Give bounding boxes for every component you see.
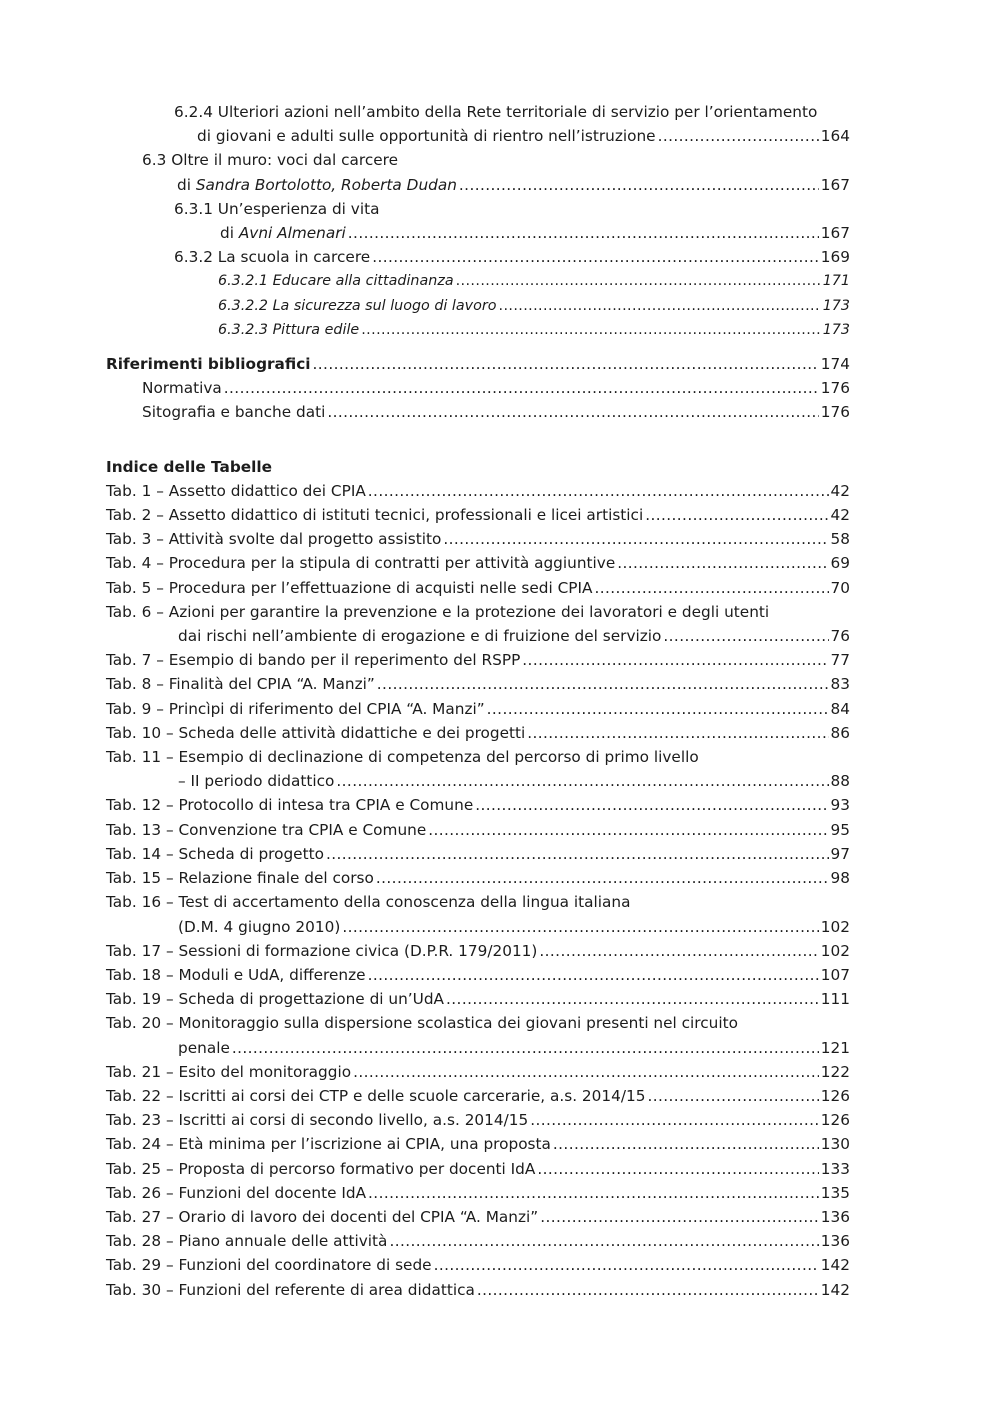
toc-entry-6-3-1-title: [106, 197, 850, 221]
table-index-entry-line: [106, 1084, 850, 1108]
dot-leader: [487, 697, 829, 721]
spacer: [106, 425, 850, 455]
page-number: 83: [830, 675, 850, 694]
table-index-title: Tab. 1 – Assetto didattico dei CPIA: [106, 481, 366, 500]
page-number: 95: [830, 820, 850, 839]
table-index-entry-line: [106, 721, 850, 745]
toc-entry-6-3-2-3: [106, 318, 850, 342]
table-index-title: Tab. 13 – Convenzione tra CPIA e Comune: [106, 820, 427, 839]
dot-leader: [456, 269, 821, 293]
table-index-entry-line: [106, 479, 850, 503]
table-index-title: Tab. 12 – Protocollo di intesa tra CPIA e Comune: [106, 796, 474, 815]
table-index-entry-line: [106, 890, 850, 914]
page-number: 136: [820, 1232, 850, 1251]
page-number: 126: [820, 1111, 850, 1130]
toc-entry-title: 6.3.2.1 Educare alla cittadinanza: [218, 273, 454, 290]
toc-entry-6-3-authors: [106, 173, 850, 197]
table-index-entry-line: [106, 915, 850, 939]
toc-entry-6-2-4-line2: [106, 124, 850, 148]
dot-leader: [477, 1278, 819, 1302]
dot-leader: [553, 1132, 819, 1156]
tables-index-heading: Indice delle Tabelle: [106, 457, 273, 476]
table-index-entry-line: [106, 576, 850, 600]
dot-leader: [459, 173, 819, 197]
table-index-entry-line: [106, 1181, 850, 1205]
table-index-entry-line: [106, 745, 850, 769]
page-number: 173: [822, 297, 850, 314]
dot-leader: [645, 503, 828, 527]
toc-entry-author: di Avni Almenari: [220, 224, 346, 243]
dot-leader: [342, 915, 818, 939]
dot-leader: [540, 1205, 819, 1229]
page-number: 122: [820, 1062, 850, 1081]
dot-leader: [368, 963, 819, 987]
page-number: 133: [820, 1159, 850, 1178]
table-index-entry-line: [106, 939, 850, 963]
table-index-title: (D.M. 4 giugno 2010): [178, 917, 341, 936]
page-number: 169: [820, 248, 850, 267]
table-index-title: Tab. 5 – Procedura per l’effettuazione di acquisti nelle sedi CPIA: [106, 578, 593, 597]
page-number: 58: [830, 530, 850, 549]
table-index-title: penale: [178, 1038, 230, 1057]
table-index-entry-line: [106, 1253, 850, 1277]
table-index-entry-line: [106, 1060, 850, 1084]
page-number: 171: [822, 273, 850, 290]
table-index-title: Tab. 19 – Scheda di progettazione di un’UdA: [106, 990, 445, 1009]
dot-leader: [522, 648, 828, 672]
toc-entry-title: Normativa: [142, 379, 222, 398]
table-index-entry-line: [106, 842, 850, 866]
table-index-entry-line: [106, 600, 850, 624]
page-number: 42: [830, 481, 850, 500]
toc-entry-title: 6.3.2 La scuola in carcere: [174, 248, 371, 267]
dot-leader: [361, 318, 820, 342]
dot-leader: [446, 987, 819, 1011]
dot-leader: [475, 793, 828, 817]
table-index-title: Tab. 20 – Monitoraggio sulla dispersione scolastica dei giovani presenti nel circuito: [106, 1014, 738, 1033]
table-index-title: Tab. 7 – Esempio di bando per il reperimento del RSPP: [106, 651, 521, 670]
table-index-title: Tab. 11 – Esempio di declinazione di competenza del percorso di primo livello: [106, 748, 699, 767]
table-index-title: Tab. 26 – Funzioni del docente IdA: [106, 1183, 367, 1202]
page-number: 111: [820, 990, 850, 1009]
page-number: 69: [830, 554, 850, 573]
table-index-entry-line: [106, 624, 850, 648]
table-index-title: Tab. 3 – Attività svolte dal progetto assistito: [106, 530, 442, 549]
table-index-title: Tab. 8 – Finalità del CPIA “A. Manzi”: [106, 675, 375, 694]
tables-index-list: [106, 479, 850, 1302]
table-index-title: Tab. 24 – Età minima per l’iscrizione ai CPIA, una proposta: [106, 1135, 551, 1154]
table-index-title: Tab. 22 – Iscritti ai corsi dei CTP e delle scuole carcerarie, a.s. 2014/15: [106, 1086, 646, 1105]
dot-leader: [539, 939, 818, 963]
spacer: [106, 342, 850, 352]
table-index-entry-line: [106, 648, 850, 672]
dot-leader: [443, 527, 828, 551]
table-index-title: Tab. 9 – Princìpi di riferimento del CPIA “A. Manzi”: [106, 699, 485, 718]
page-number: 167: [820, 224, 850, 243]
toc-entry-6-2-4-line1: [106, 100, 850, 124]
page-number: 173: [822, 321, 850, 338]
table-index-title: Tab. 23 – Iscritti ai corsi di secondo livello, a.s. 2014/15: [106, 1111, 529, 1130]
dot-leader: [647, 1084, 818, 1108]
dot-leader: [527, 721, 828, 745]
dot-leader: [377, 672, 829, 696]
table-index-title: Tab. 6 – Azioni per garantire la prevenzione e la protezione dei lavoratori e degli utenti: [106, 602, 770, 621]
table-index-entry-line: [106, 1011, 850, 1035]
toc-entry-title: 6.3.2.3 Pittura edile: [218, 321, 360, 338]
table-index-title: Tab. 15 – Relazione finale del corso: [106, 869, 374, 888]
dot-leader: [353, 1060, 819, 1084]
page-number: 142: [820, 1256, 850, 1275]
page-number: 174: [820, 355, 850, 374]
toc-entry-title: 6.3 Oltre il muro: voci dal carcere: [142, 151, 399, 170]
page-number: 126: [820, 1086, 850, 1105]
dot-leader: [663, 624, 828, 648]
table-index-entry-line: [106, 503, 850, 527]
page-number: 121: [820, 1038, 850, 1057]
page-number: 93: [830, 796, 850, 815]
page-number: 142: [820, 1280, 850, 1299]
page-number: 176: [820, 379, 850, 398]
page-number: 107: [820, 965, 850, 984]
toc-entry-6-3-2-1: [106, 269, 850, 293]
page-number: 84: [830, 699, 850, 718]
dot-leader: [327, 400, 818, 424]
dot-leader: [368, 1181, 819, 1205]
table-index-entry-line: [106, 1278, 850, 1302]
toc-entry-title: 6.3.1 Un’esperienza di vita: [174, 199, 380, 218]
page-number: 130: [820, 1135, 850, 1154]
dot-leader: [326, 842, 829, 866]
table-index-title: Tab. 17 – Sessioni di formazione civica (D.P.R. 179/2011): [106, 941, 538, 960]
dot-leader: [348, 221, 819, 245]
dot-leader: [376, 866, 829, 890]
table-index-entry-line: [106, 551, 850, 575]
dot-leader: [313, 352, 819, 376]
table-index-entry-line: [106, 1108, 850, 1132]
page-number: 98: [830, 869, 850, 888]
table-index-entry-line: [106, 818, 850, 842]
page-number: 102: [820, 941, 850, 960]
page-number: 176: [820, 403, 850, 422]
page-number: 102: [820, 917, 850, 936]
page-number: 97: [830, 844, 850, 863]
table-index-title: dai rischi nell’ambiente di erogazione e di fruizione del servizio: [178, 627, 662, 646]
page-number: 77: [830, 651, 850, 670]
table-index-entry-line: [106, 987, 850, 1011]
dot-leader: [434, 1253, 819, 1277]
table-index-title: Tab. 27 – Orario di lavoro dei docenti del CPIA “A. Manzi”: [106, 1207, 539, 1226]
table-index-title: Tab. 16 – Test di accertamento della conoscenza della lingua italiana: [106, 893, 631, 912]
toc-entry-title: 6.3.2.2 La sicurezza sul luogo di lavoro: [218, 297, 497, 314]
toc-entry-normativa: [106, 376, 850, 400]
dot-leader: [658, 124, 819, 148]
page-number: 86: [830, 723, 850, 742]
table-index-title: Tab. 30 – Funzioni del referente di area didattica: [106, 1280, 475, 1299]
table-index-title: – II periodo didattico: [178, 772, 335, 791]
dot-leader: [594, 576, 828, 600]
table-index-title: Tab. 10 – Scheda delle attività didattiche e dei progetti: [106, 723, 526, 742]
page-number: 70: [830, 578, 850, 597]
table-index-entry-line: [106, 793, 850, 817]
toc-entry-6-3-title: [106, 148, 850, 172]
table-index-entry-line: [106, 866, 850, 890]
page-number: 76: [830, 627, 850, 646]
table-index-entry-line: [106, 697, 850, 721]
toc-entry-sitografia: [106, 400, 850, 424]
table-of-contents-page: [106, 100, 850, 1302]
dot-leader: [428, 818, 828, 842]
table-index-entry-line: [106, 1157, 850, 1181]
table-index-entry-line: [106, 1205, 850, 1229]
table-index-title: Tab. 14 – Scheda di progetto: [106, 844, 324, 863]
table-index-entry-line: [106, 769, 850, 793]
table-index-entry-line: [106, 527, 850, 551]
table-index-title: Tab. 25 – Proposta di percorso formativo per docenti IdA: [106, 1159, 536, 1178]
dot-leader: [336, 769, 828, 793]
table-index-title: Tab. 18 – Moduli e UdA, differenze: [106, 965, 366, 984]
table-index-entry-line: [106, 1229, 850, 1253]
page-number: 135: [820, 1183, 850, 1202]
toc-entry-bibliography: [106, 352, 850, 376]
toc-entry-title: Riferimenti bibliografici: [106, 355, 311, 374]
dot-leader: [537, 1157, 818, 1181]
toc-entry-authors: di Sandra Bortolotto, Roberta Dudan: [177, 175, 457, 194]
table-index-entry-line: [106, 1132, 850, 1156]
toc-entry-6-3-2-2: [106, 294, 850, 318]
dot-leader: [617, 551, 828, 575]
dot-leader: [372, 245, 819, 269]
table-index-title: Tab. 21 – Esito del monitoraggio: [106, 1062, 352, 1081]
toc-entry-title: di giovani e adulti sulle opportunità di rientro nell’istruzione: [197, 127, 656, 146]
toc-entry-6-3-1-author: [106, 221, 850, 245]
page-number: 164: [820, 127, 850, 146]
dot-leader: [224, 376, 819, 400]
table-index-title: Tab. 28 – Piano annuale delle attività: [106, 1232, 388, 1251]
table-index-title: Tab. 29 – Funzioni del coordinatore di sede: [106, 1256, 432, 1275]
page-number: 88: [830, 772, 850, 791]
table-index-entry-line: [106, 963, 850, 987]
table-index-entry-line: [106, 672, 850, 696]
toc-entry-title: 6.2.4 Ulteriori azioni nell’ambito della Rete territoriale di servizio per l’orientamento: [174, 103, 818, 121]
table-index-title: Tab. 2 – Assetto didattico di istituti tecnici, professionali e licei artistici: [106, 506, 644, 525]
toc-entry-6-3-2: [106, 245, 850, 269]
toc-entry-title: Sitografia e banche dati: [142, 403, 326, 422]
page-number: 42: [830, 506, 850, 525]
dot-leader: [389, 1229, 818, 1253]
page-number: 136: [820, 1207, 850, 1226]
dot-leader: [530, 1108, 819, 1132]
page-number: 167: [820, 175, 850, 194]
table-index-entry-line: [106, 1036, 850, 1060]
dot-leader: [499, 294, 821, 318]
table-index-title: Tab. 4 – Procedura per la stipula di contratti per attività aggiuntive: [106, 554, 616, 573]
dot-leader: [368, 479, 829, 503]
dot-leader: [232, 1036, 819, 1060]
